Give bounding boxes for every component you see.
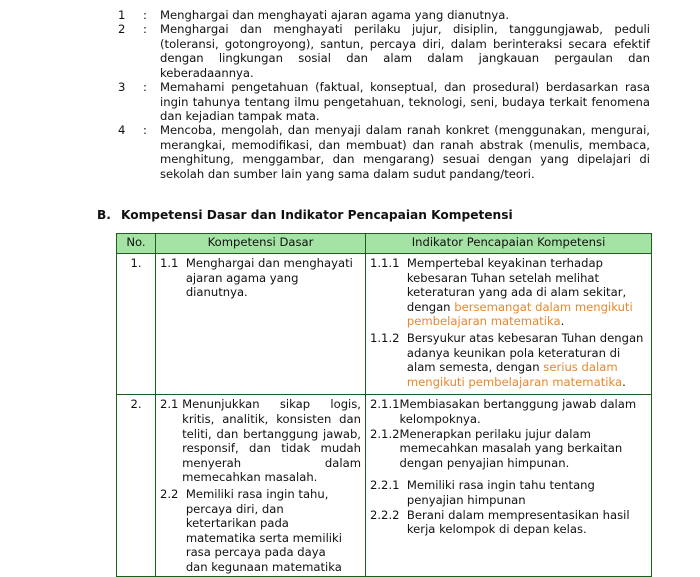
table-header-row: [117, 234, 652, 254]
indicator-item: [370, 256, 647, 329]
indicator-cell: [366, 254, 652, 395]
indicator-text-main: Bersyukur atas kebesaran Tuhan dengan adanya keunikan pola keteraturan di alam semesta, dengan: [406, 330, 644, 375]
indicator-text: Memiliki rasa ingin tahu tentang penyajian himpunan: [406, 478, 595, 507]
indicator-text: Menerapkan perilaku jujur dalam memecahkan masalah yang berkaitan dengan penyajian himpunan.: [399, 426, 623, 470]
kd-text: Memiliki rasa ingin tahu, percaya diri, dan ketertarikan pada matematika serta memiliki rasa percaya pada daya dan kegunaan matematika: [185, 486, 342, 574]
section-title: Kompetensi Dasar dan Indikator Pencapaian Kompetensi: [121, 208, 513, 222]
indicator-item: [370, 427, 647, 471]
indicator-text: Berani dalam mempresentasikan hasil kerja kelompok di depan kelas.: [406, 507, 630, 537]
section-heading: [97, 208, 513, 223]
ki-number: 1: [118, 8, 126, 22]
indicator-item: [370, 331, 647, 389]
indicator-item: [370, 508, 647, 537]
ki-colon: :: [143, 123, 147, 137]
indicator-text: Membiasakan bertanggung jawab dalam kelompoknya.: [399, 397, 637, 426]
ki-number: 3: [118, 80, 126, 94]
indicator-item: [370, 397, 647, 426]
table-row: [117, 395, 652, 577]
indicator-highlight: bersemangat dalam mengikuti pembelajaran matematika: [406, 299, 633, 329]
indicator-number: 1.1.1: [370, 256, 407, 270]
header-indicator: Indikator Pencapaian Kompetensi: [366, 234, 652, 254]
indicator-number: 2.2.1: [370, 478, 407, 493]
table-row: [117, 254, 652, 395]
indicator-text-main: Mempertebal keyakinan terhadap kebesaran Tuhan setelah melihat keteraturan yang ada di alam sekitar, dengan: [406, 256, 627, 314]
kd-number: 1.1: [160, 256, 186, 270]
indicator-item: [370, 478, 647, 507]
indicator-text: [407, 256, 647, 329]
kd-number: 2.2: [160, 486, 186, 501]
ki-text: Menghargai dan menghayati perilaku jujur, disiplin, tanggungjawab, peduli (toleransi, gotongroyong), santun, percaya diri, dalam berinteraksi secara efektif dengan lingkungan sosial dan alam dalam jangkauan pergaulan dan keberadaannya.: [160, 22, 650, 80]
ki-item-3: [118, 80, 650, 124]
ki-text: Menghargai dan menghayati ajaran agama yang dianutnya.: [160, 8, 510, 22]
ki-colon: :: [143, 80, 147, 94]
indicator-end: .: [560, 314, 565, 329]
indicator-number: 2.1.2: [370, 426, 400, 441]
indicator-highlight: serius dalam mengikuti pembelajaran matematika: [406, 360, 623, 389]
spacer: [370, 470, 647, 478]
ki-item-4: [118, 123, 650, 181]
kd-item: [160, 397, 361, 485]
kd-cell: [156, 254, 366, 395]
ki-text: Mencoba, mengolah, dan menyaji dalam ranah konkret (menggunakan, mengurai, merangkai, memodifikasi, dan membuat) dan ranah abstrak (menulis, membaca, menghitung, menggambar, dan mengarang) sesuai dengan yang dipelajari di sekolah dan sumber lain yang sama dalam sudut pandang/teori.: [160, 123, 650, 181]
kd-item: [160, 487, 361, 575]
kd-text: Menunjukkan sikap logis, kritis, analitik, konsisten dan teliti, dan bertanggung jawab, responsif, dan tidak mudah menyerah dalam memecahkan masalah.: [182, 397, 361, 485]
ki-text: Memahami pengetahuan (faktual, konseptual, dan prosedural) berdasarkan rasa ingin tahunya tentang ilmu pengetahuan, teknologi, seni, budaya terkait fenomena dan kejadian tampak mata.: [160, 80, 650, 124]
ki-item-2: [118, 22, 650, 80]
row-number: 1.: [117, 254, 156, 395]
indicator-end: .: [622, 374, 626, 389]
header-no: No.: [117, 234, 156, 254]
indicator-cell: [366, 395, 652, 577]
section-label: B.: [97, 208, 111, 222]
ki-number: 4: [118, 123, 126, 137]
kd-text: Menghargai dan menghayati ajaran agama yang dianutnya.: [185, 256, 353, 300]
indicator-number: 2.2.2: [370, 507, 407, 522]
indicator-number: 1.1.2: [370, 330, 407, 345]
ki-number: 2: [118, 22, 126, 36]
kd-item: [160, 256, 361, 300]
kd-number: 2.1: [160, 397, 183, 412]
kd-cell: [156, 395, 366, 577]
ki-colon: :: [143, 8, 147, 22]
competency-table: [116, 233, 652, 577]
ki-item-1: [118, 8, 650, 23]
indicator-number: 2.1.1: [370, 397, 400, 412]
ki-colon: :: [143, 22, 147, 36]
indicator-text: [407, 331, 647, 389]
row-number: 2.: [117, 395, 156, 577]
header-kd: Kompetensi Dasar: [156, 234, 366, 254]
